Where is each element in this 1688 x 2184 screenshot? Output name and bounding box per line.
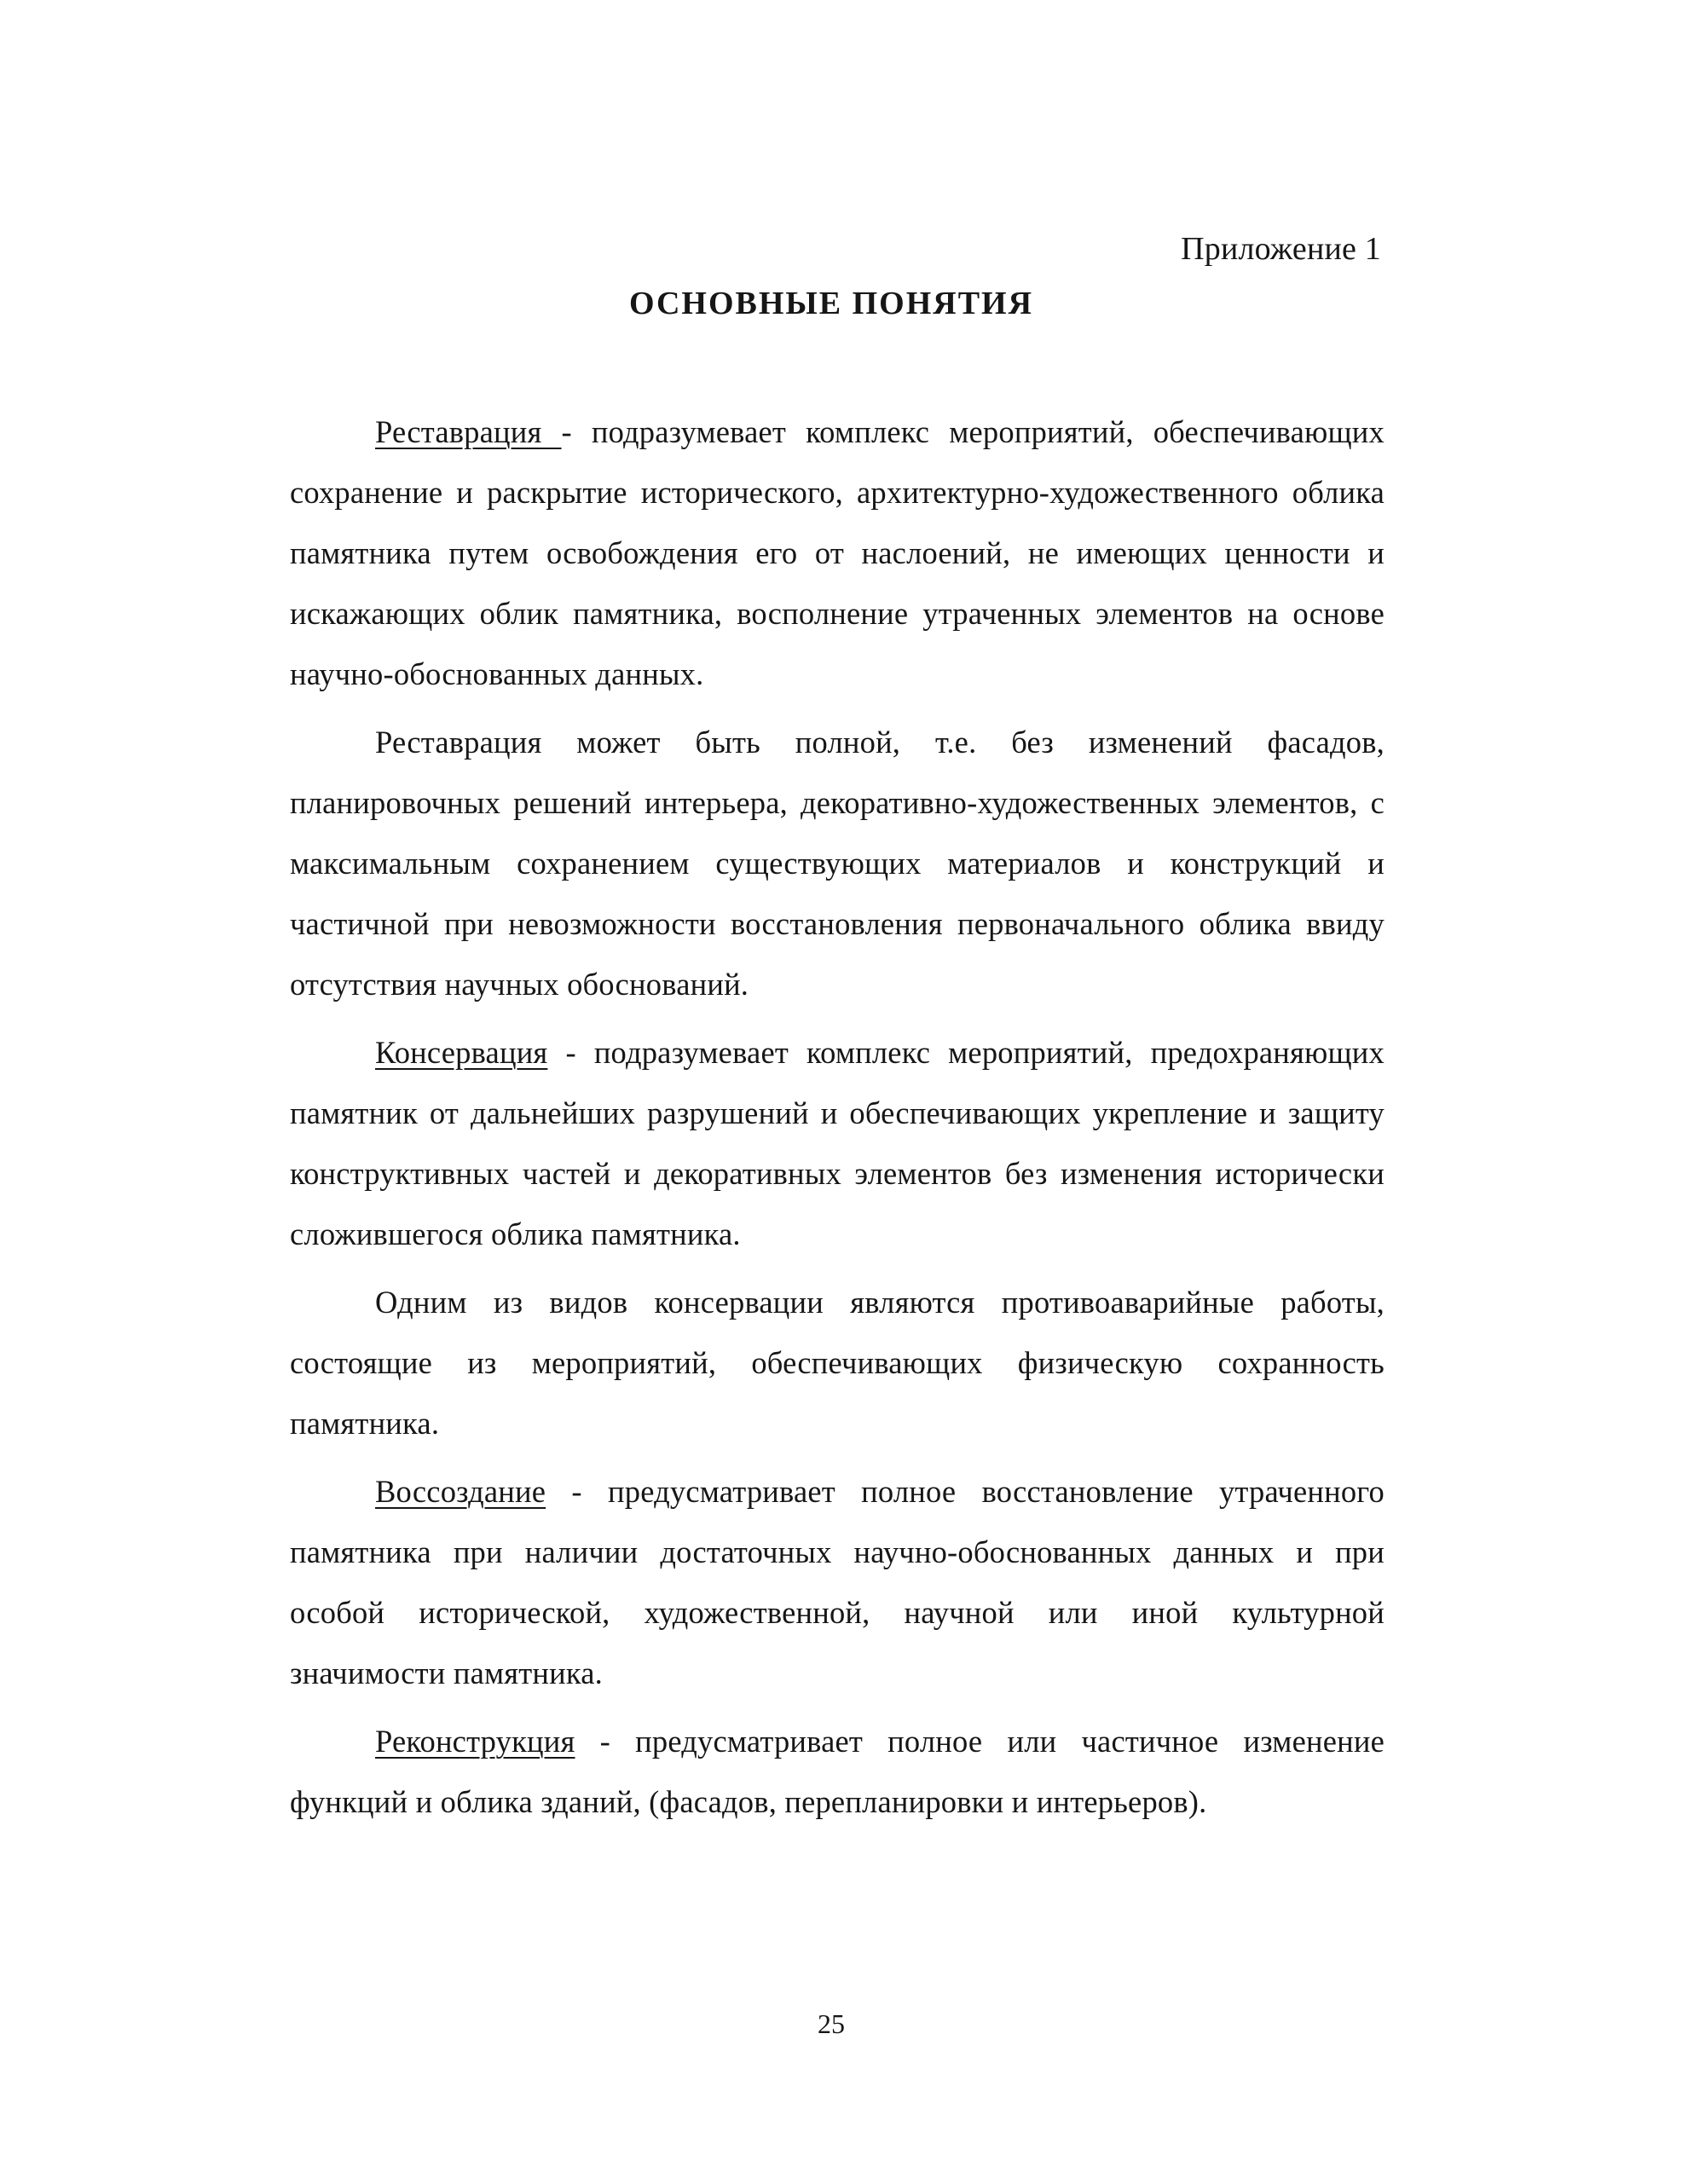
term-conservation: Консервация xyxy=(375,1035,548,1070)
paragraph-recreation xyxy=(290,1461,1385,1703)
paragraph-conservation xyxy=(290,1022,1385,1264)
definition-conservation: - подразумевает комплекс мероприятий, предохраняющих памятник от дальнейших разрушений и обеспечивающих укрепление и защиту конструктивных частей и декоративных элементов без изменения исторически сложившегося облика памятника. xyxy=(290,1035,1385,1251)
definition-reconstruction: - предусматривает полное или частичное изменение функций и облика зданий, (фасадов, перепланировки и интерьеров). xyxy=(290,1724,1385,1819)
paragraph-reconstruction xyxy=(290,1711,1385,1832)
paragraph-text: Одним из видов консервации являются противоаварийные работы, состоящие из мероприятий, обеспечивающих физическую сохранность памятника. xyxy=(290,1285,1385,1441)
term-restoration: Реставрация xyxy=(375,414,562,449)
appendix-label: Приложение 1 xyxy=(1181,231,1381,267)
term-recreation: Воссоздание xyxy=(375,1474,546,1509)
paragraph-restoration xyxy=(290,402,1385,704)
term-reconstruction: Реконструкция xyxy=(375,1724,575,1759)
page-number: 25 xyxy=(818,2008,845,2039)
definition-restoration: - подразумевает комплекс мероприятий, обеспечивающих сохранение и раскрытие исторического, архитектурно-художественного облика памятника путем освобождения его от наслоений, не имеющих ценности и искажающих облик памятника, восполнение утраченных элементов на основе научно-обоснованных данных. xyxy=(290,414,1385,691)
document-body xyxy=(290,402,1385,1840)
paragraph-text: Реставрация может быть полной, т.е. без изменений фасадов, планировочных решений интерьера, декоративно-художественных элементов, с максимальным сохранением существующих материалов и конструкций и частичной при невозможности восстановления первоначального облика ввиду отсутствия научных обоснований. xyxy=(290,725,1385,1002)
page-title: ОСНОВНЫЕ ПОНЯТИЯ xyxy=(628,286,1034,321)
definition-recreation: - предусматривает полное восстановление утраченного памятника при наличии достаточных научно-обоснованных данных и при особой исторической, художественной, научной или иной культурной значимости памятника. xyxy=(290,1474,1385,1690)
paragraph-restoration-types xyxy=(290,712,1385,1014)
paragraph-emergency-works xyxy=(290,1272,1385,1453)
